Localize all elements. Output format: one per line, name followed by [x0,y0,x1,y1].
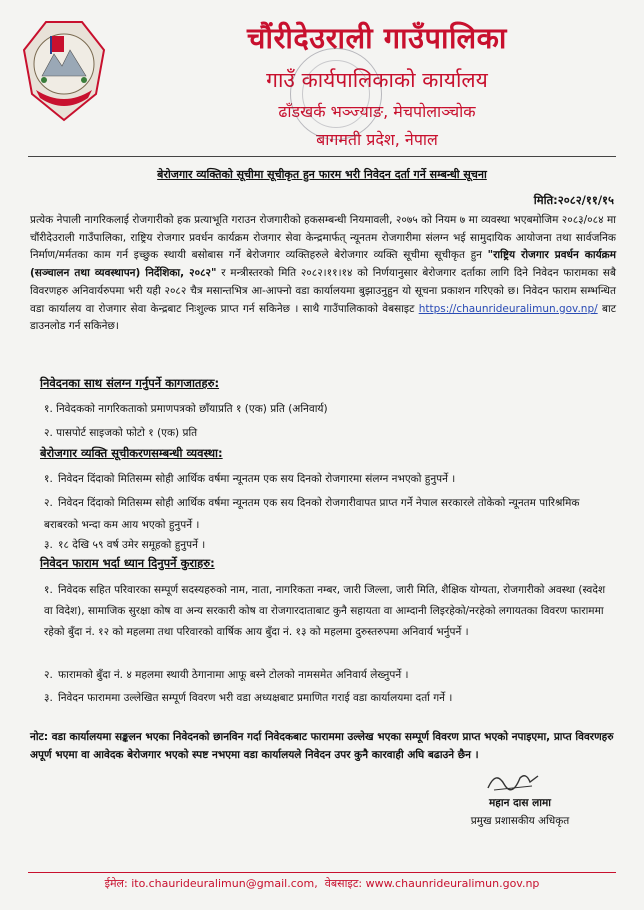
list-item: १. निवेदन दिंदाको मितिसम्म सोही आर्थिक वर्षमा न्यूनतम एक सय दिनको रोजगारमा संलग्न नभएको हुनुपर्ने । [44,473,456,485]
list-item: २. फारामको बुँदा नं. ४ महलमा स्थायी ठेगानामा आफू बस्ने टोलको नामसमेत अनिवार्य लेख्नुपर्ने । [44,669,409,681]
office-stamp-inner [302,60,370,128]
notice-date: मिति:२०८२/११/१५ [533,193,614,207]
footer-website-link[interactable]: www.chaunrideuralimun.gov.np [365,877,540,890]
footer-contact: ईमेल: ito.chaurideuralimun@gmail.com, वेबसाइट: www.chaunrideuralimun.gov.np [104,877,540,890]
intro-paragraph: प्रत्येक नेपाली नागरिकलाई रोजगारीको हक प्रत्याभूति गराउन रोजगारीको हकसम्बन्धी नियमावली, २०७५ को नियम ७ मा व्यवस्था भएबमोजिम २०८३/०८४ मा चौंरीदेउराली गाउँपालिका, राष्ट्रिय रोजगार प्रवर्धन कार्यक्रम रोजगार सेवा केन्द्रमार्फत् न्यूनतम रोजगारीमा संलग्न भई सामुदायिक आयोजना तथा सार्वजनिक निर्माण/मर्मतका काम गर्न इच्छुक स्थायी बसोबास गर्ने बेरोजगार व्यक्तिहरुले बेरोजगार व्यक्ति सूचीमा सूचीकृत हुन "राष्ट्रिय रोजगार प्रवर्धन कार्यक्रम (सञ्चालन तथा व्यवस्थापन) निर्देशिका, २०८२" र मन्त्रीस्तरको मिति २०८२।११।१४ को निर्णयानुसार बेरोजगार दर्ताका लागि दिने निवेदन फारामका सबै विवरणहरु अनिवार्यरुपमा भरी यही २०८२ चैत्र मसान्तभित्र आ-आफ्नो वडा कार्यालयमा बुझाउनुहुन यो सूचना प्रकाशन गरिएको छ। निवेदन फाराम सम्भन्धित वडा कार्यालय वा रोजगार सेवा केन्द्रबाट निःशुल्क प्राप्त गर्न सकिनेछ । साथै गाउँपालिकाको वेबसाइट https://chaunrideuralimun.gov.np/ बाट डाउनलोड गर्न सकिनेछ। [30,214,617,333]
email-link[interactable]: ito.chaurideuralimun@gmail.com [131,877,315,890]
note-paragraph: नोट: वडा कार्यालयमा सङ्कलन भएका निवेदनको छानविन गर्दा निवेदकबाट फाराममा उल्लेख भएका सम्पूर्ण विवरण प्राप्त भएको नपाइएमा, प्राप्त विवरणहरु अपूर्ण भएमा वा आवेदक बेरोजगार भएको स्पष्ट नभएमा वडा कार्यालयले निवेदन उपर कुनै कारवाही अघि बढाउने छैन । [30,731,614,761]
office-location: ढाँडखर्क भञ्ज्याङ, मेचपोलाञ्चोक [278,102,476,121]
section-heading-eligibility: बेरोजगार व्यक्ति सूचीकरणसम्बन्धी व्यवस्था: [40,446,223,460]
office-title: गाउँ कार्यपालिकाको कार्यालय [266,68,488,92]
website-link[interactable]: https://chaunrideuralimun.gov.np/ [418,302,598,315]
footer-divider [28,872,616,873]
header-divider [28,156,616,157]
signature-icon [482,766,542,796]
municipality-title: चौंरीदेउराली गाउँपालिका [247,21,507,55]
list-item: ३. निवेदन फाराममा उल्लेखित सम्पूर्ण विवरण भरी वडा अध्यक्षबाट प्रमाणित गराई वडा कार्यालयमा दर्ता गर्ने । [44,692,453,704]
website-label: वेबसाइट: [324,877,363,890]
section-heading-attention: निवेदन फाराम भर्दा ध्यान दिनुपर्ने कुराहरु: [40,556,215,570]
list-item: २. निवेदन दिंदाको मितिसम्म सोही आर्थिक वर्षमा न्यूनतम एक सय दिनको रोजगारीवापत प्राप्त गर्ने नेपाल सरकारले तोकेको न्यूनतम पारिश्रमिक बराबरको भन्दा कम आय भएको हुनुपर्ने । [44,497,580,531]
province-name: बागमती प्रदेश, नेपाल [316,130,438,149]
list-item: १. निवेदक सहित परिवारका सम्पूर्ण सदस्यहरुको नाम, नाता, नागरिकता नम्बर, जारी जिल्ला, जारी मिति, शैक्षिक योग्यता, रोजगारीको अवस्था (स्वदेश वा विदेश), सामाजिक सुरक्षा कोष वा अन्य सरकारी कोष वा रोजगारदाताबाट कुनै सहायता वा आम्दानी लिइरहेको/नरहेको लगायतका विवरण फाराममा रहेको बुँदा नं. १२ को महलमा तथा परिवारको वार्षिक आय बुँदा नं. १३ को महलमा दुरुस्तरुपमा अनिवार्य भर्नुपर्ने । [44,584,606,638]
government-emblem-icon [14,16,114,128]
section-heading-documents: निवेदनका साथ संलग्न गर्नुपर्ने कागजातहरु: [40,376,220,390]
signatory-designation: प्रमुख प्रशासकीय अधिकृत [470,815,570,827]
email-label: ईमेल: [104,877,128,890]
signatory-name: महान दास लामा [489,797,551,809]
notice-subject: बेरोजगार व्यक्तिको सूचीमा सूचीकृत हुन फारम भरी निवेदन दर्ता गर्ने सम्बन्धी सूचना [157,168,487,181]
list-item: २. पासपोर्ट साइजको फोटो १ (एक) प्रति [44,427,198,439]
list-item: १. निवेदकको नागरिकताको प्रमाणपत्रको छाँयाप्रति १ (एक) प्रति (अनिवार्य) [44,403,328,415]
list-item: ३. १८ देखि ५९ वर्ष उमेर समूहको हुनुपर्ने । [44,539,206,551]
